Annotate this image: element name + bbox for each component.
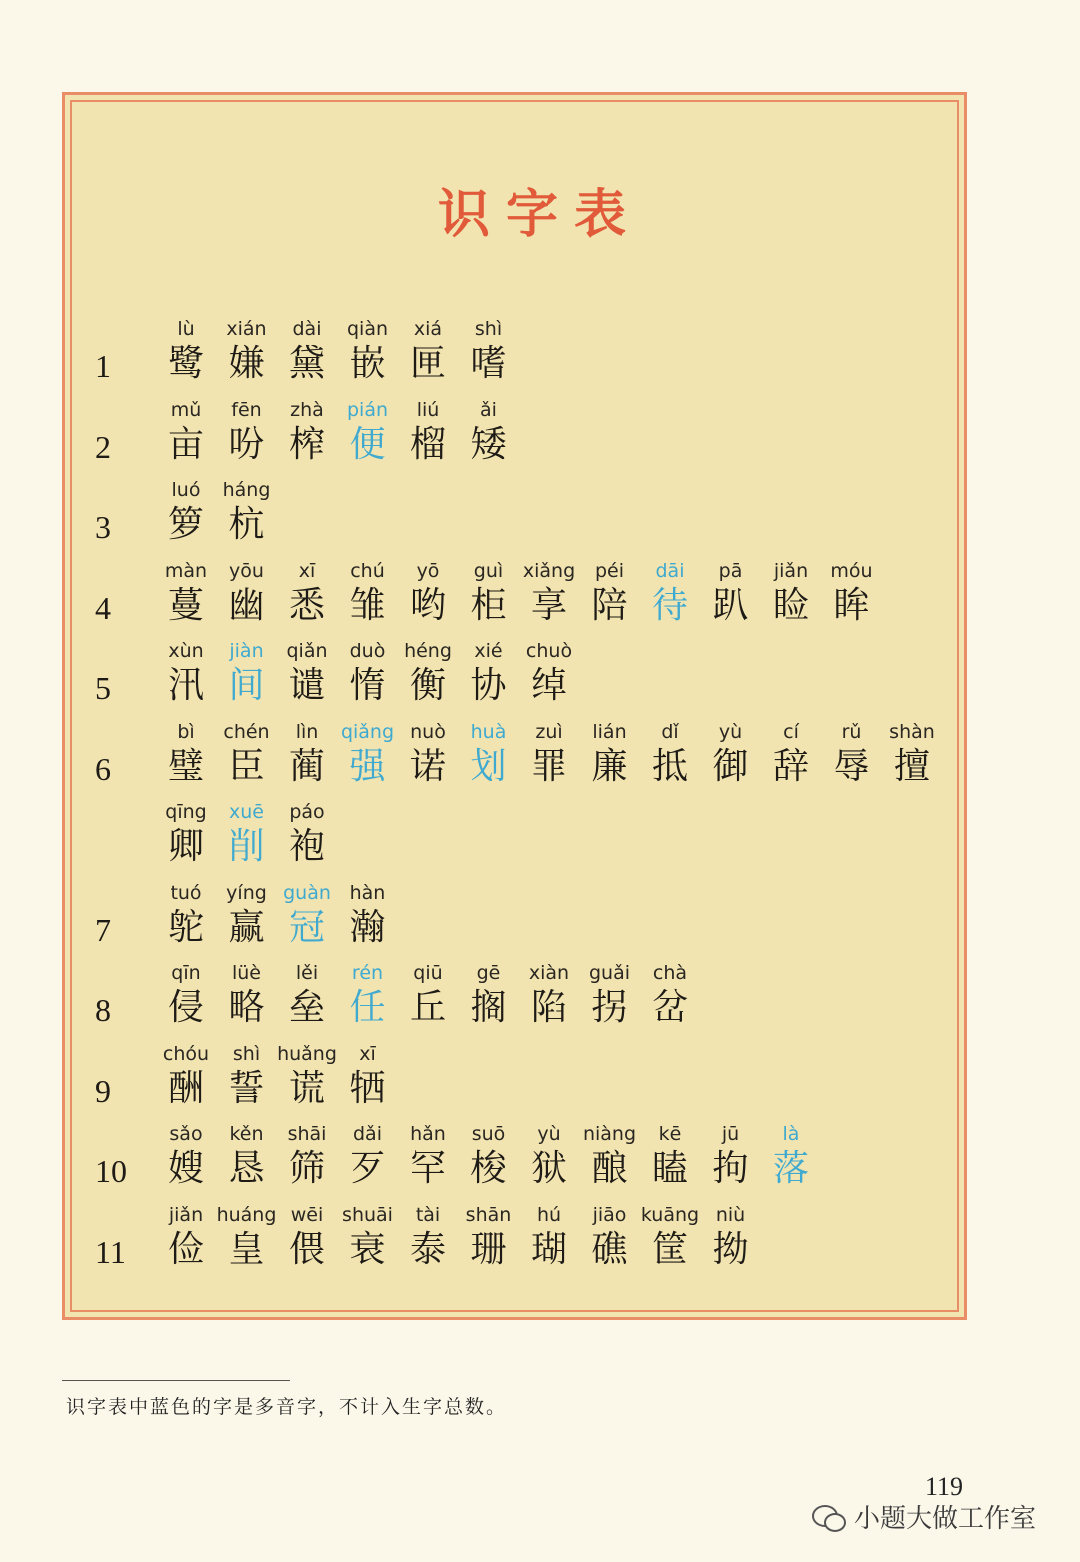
char-entry: [338, 640, 398, 708]
pinyin: hǎn: [410, 1123, 446, 1145]
footnote: 识字表中蓝色的字是多音字，不计入生字总数。: [66, 1396, 508, 1418]
pinyin: huáng: [216, 1203, 277, 1226]
hanzi: 蔺: [288, 745, 325, 787]
pinyin: niù: [715, 1203, 746, 1226]
hanzi: 睑: [772, 584, 809, 626]
hanzi: 蔓: [167, 584, 204, 626]
pinyin: tài: [415, 1203, 441, 1226]
char-entry: [640, 962, 700, 1030]
pinyin: péi: [594, 559, 625, 582]
hanzi: 侵: [167, 987, 204, 1028]
char-entry: [156, 721, 216, 789]
char-entry: [882, 721, 942, 789]
hanzi: 卿: [167, 826, 204, 867]
char-entry: [217, 560, 277, 628]
hanzi: 瀚: [349, 906, 386, 948]
char-entry: [398, 721, 458, 789]
hanzi: 偎: [288, 1228, 325, 1270]
hanzi: 袍: [288, 826, 325, 867]
pinyin: yō: [416, 559, 440, 582]
char-entry: [580, 560, 640, 628]
char-entry: [459, 399, 519, 467]
char-entry: [156, 1123, 216, 1191]
hanzi: 待: [651, 584, 688, 626]
char-entry: [640, 1204, 700, 1272]
hanzi: 梭: [470, 1148, 507, 1189]
pinyin: yù: [537, 1123, 561, 1145]
char-entry: [761, 721, 821, 789]
char-entry: [459, 560, 519, 628]
char-entry: [459, 318, 519, 386]
char-entry: [398, 1204, 458, 1272]
pinyin: là: [782, 1123, 800, 1145]
pinyin: dǐ: [661, 720, 679, 743]
hanzi: 嫌: [228, 343, 265, 384]
hanzi: 辞: [772, 745, 809, 787]
char-entry: [217, 882, 277, 950]
hanzi: 辱: [833, 745, 870, 787]
row-number: 10: [95, 1153, 127, 1189]
char-entry: [277, 1123, 337, 1191]
pinyin: shān: [465, 1203, 512, 1226]
hanzi: 哟: [409, 584, 446, 626]
char-entry: [338, 560, 398, 628]
hanzi: 筐: [651, 1228, 688, 1270]
char-entry: [338, 1123, 398, 1191]
hanzi: 矮: [470, 423, 507, 465]
row-number: 4: [95, 589, 111, 626]
pinyin: xián: [226, 318, 267, 340]
char-entry: [217, 1204, 277, 1272]
hanzi: 强: [349, 745, 386, 787]
char-entry: [156, 318, 216, 386]
hanzi: 谎: [288, 1067, 325, 1109]
char-entry: [822, 721, 882, 789]
hanzi: 柜: [470, 584, 507, 626]
pinyin: qiǎng: [340, 720, 395, 743]
pinyin: qiū: [413, 962, 443, 984]
hanzi: 擅: [893, 745, 930, 787]
polyphonic-char-entry: [338, 962, 398, 1030]
char-entry: [156, 962, 216, 1030]
char-entry: [277, 1043, 337, 1111]
hanzi: 瑚: [530, 1228, 567, 1270]
hanzi: 拗: [712, 1228, 749, 1270]
pinyin: kuāng: [640, 1203, 700, 1226]
pinyin: huà: [470, 720, 507, 743]
char-entry: [580, 1123, 640, 1191]
row-number: 8: [95, 992, 111, 1028]
row-number: 6: [95, 750, 111, 787]
hanzi: 趴: [712, 584, 749, 626]
pinyin: dài: [292, 318, 322, 340]
char-entry: [338, 882, 398, 950]
hanzi: 嫂: [167, 1148, 204, 1189]
char-entry: [156, 882, 216, 950]
hanzi: 诺: [409, 745, 446, 787]
pinyin: shuāi: [342, 1203, 393, 1226]
hanzi: 廉: [591, 745, 628, 787]
char-entry: [398, 962, 458, 1030]
page-title: 识字表: [437, 184, 642, 245]
char-entry: [277, 318, 337, 386]
pinyin: tuó: [170, 881, 202, 904]
hanzi: 泰: [409, 1228, 446, 1270]
char-entry: [519, 1204, 579, 1272]
pinyin: shì: [474, 318, 503, 340]
hanzi: 酬: [167, 1067, 204, 1109]
char-entry: [217, 1123, 277, 1191]
pinyin: duò: [349, 640, 386, 662]
hanzi: 黛: [288, 343, 325, 384]
char-entry: [398, 560, 458, 628]
pinyin: zuì: [535, 720, 563, 743]
polyphonic-char-entry: [217, 640, 277, 708]
pinyin: kē: [658, 1123, 682, 1145]
hanzi: 榨: [288, 423, 325, 465]
char-entry: [519, 721, 579, 789]
hanzi: 雏: [349, 584, 386, 626]
char-entry: [156, 801, 216, 869]
char-entry: [459, 1204, 519, 1272]
hanzi: 绰: [530, 665, 567, 706]
pinyin: fēn: [231, 398, 262, 421]
pinyin: xiǎng: [522, 559, 576, 582]
pinyin: guì: [473, 559, 504, 582]
pinyin: chà: [652, 962, 688, 984]
hanzi: 鹭: [167, 343, 204, 384]
char-entry: [338, 1043, 398, 1111]
char-entry: [217, 1043, 277, 1111]
char-entry: [459, 1123, 519, 1191]
hanzi: 拘: [712, 1148, 749, 1189]
pinyin: dāi: [655, 559, 685, 582]
hanzi: 筛: [288, 1148, 325, 1189]
hanzi: 抵: [651, 745, 688, 787]
pinyin: màn: [164, 559, 208, 582]
char-entry: [822, 560, 882, 628]
hanzi: 协: [470, 665, 507, 706]
pinyin: bì: [177, 720, 195, 743]
hanzi: 匣: [409, 343, 446, 384]
char-entry: [277, 640, 337, 708]
polyphonic-char-entry: [217, 801, 277, 869]
hanzi: 珊: [470, 1228, 507, 1270]
char-entry: [156, 1204, 216, 1272]
char-entry: [519, 640, 579, 708]
pinyin: yōu: [229, 559, 264, 582]
hanzi: 眸: [833, 584, 870, 626]
hanzi: 狱: [530, 1148, 567, 1189]
pinyin: qiǎn: [286, 640, 328, 662]
pinyin: lián: [592, 720, 627, 743]
pinyin: qīng: [165, 801, 207, 823]
pinyin: pā: [718, 559, 743, 582]
pinyin: lüè: [231, 962, 261, 984]
char-entry: [217, 479, 277, 547]
pinyin: pián: [346, 398, 389, 421]
char-entry: [277, 721, 337, 789]
pinyin: huǎng: [277, 1042, 337, 1065]
hanzi: 陷: [530, 987, 567, 1028]
hanzi: 杭: [228, 504, 265, 545]
pinyin: yù: [718, 720, 743, 743]
hanzi: 牺: [349, 1067, 386, 1109]
pinyin: yíng: [226, 881, 267, 904]
pinyin: xié: [474, 640, 503, 662]
pinyin: zhà: [290, 398, 324, 421]
pinyin: rén: [351, 962, 384, 984]
pinyin: mǔ: [170, 398, 202, 421]
hanzi: 岔: [651, 987, 688, 1028]
pinyin: hàn: [349, 881, 386, 904]
pinyin: qīn: [171, 962, 201, 984]
pinyin: xiàn: [528, 962, 570, 984]
pinyin: jiǎn: [773, 559, 809, 582]
pinyin: luó: [171, 479, 201, 501]
pinyin: chuò: [525, 640, 573, 662]
page-number: 119: [925, 1472, 964, 1501]
row-number: 11: [95, 1233, 126, 1270]
pinyin: niàng: [582, 1123, 637, 1145]
pinyin: dǎi: [353, 1123, 382, 1145]
char-entry: [701, 1204, 761, 1272]
char-entry: [338, 318, 398, 386]
char-entry: [217, 399, 277, 467]
pinyin: móu: [830, 559, 873, 582]
hanzi: 间: [228, 665, 265, 706]
hanzi: 箩: [167, 504, 204, 545]
pinyin: guàn: [283, 881, 331, 904]
wechat-icon: [812, 1503, 846, 1531]
pinyin: liú: [416, 398, 440, 421]
polyphonic-char-entry: [277, 882, 337, 950]
char-entry: [217, 962, 277, 1030]
hanzi: 略: [228, 987, 265, 1028]
hanzi: 嵌: [349, 343, 386, 384]
pinyin: kěn: [229, 1123, 264, 1145]
pinyin: rǔ: [841, 720, 862, 743]
pinyin: lěi: [295, 962, 319, 984]
row-number: 3: [95, 509, 111, 545]
hanzi: 恳: [228, 1148, 265, 1189]
row-number: 9: [95, 1072, 111, 1109]
polyphonic-char-entry: [459, 721, 519, 789]
pinyin: háng: [222, 479, 271, 501]
hanzi: 璧: [167, 745, 204, 787]
char-entry: [156, 640, 216, 708]
char-entry: [398, 318, 458, 386]
hanzi: 嗜: [470, 343, 507, 384]
pinyin: ǎi: [480, 398, 497, 421]
hanzi: 榴: [409, 423, 446, 465]
char-entry: [277, 399, 337, 467]
char-entry: [156, 479, 216, 547]
pinyin: jiǎn: [168, 1203, 204, 1226]
pinyin: xī: [298, 559, 316, 582]
hanzi: 鸵: [167, 906, 204, 948]
char-entry: [640, 721, 700, 789]
hanzi: 冠: [288, 906, 325, 948]
row-number: 2: [95, 428, 111, 465]
watermark-label: 小题大做工作室: [854, 1504, 1037, 1534]
hanzi: 垒: [288, 987, 325, 1028]
hanzi: 搁: [470, 987, 507, 1028]
hanzi: 俭: [167, 1228, 204, 1270]
pinyin: hú: [536, 1203, 562, 1226]
hanzi: 瞌: [651, 1148, 688, 1189]
hanzi: 皇: [228, 1228, 265, 1270]
pinyin: chú: [350, 559, 385, 582]
char-entry: [398, 1123, 458, 1191]
char-entry: [580, 962, 640, 1030]
char-entry: [398, 640, 458, 708]
pinyin: jū: [721, 1123, 740, 1145]
char-entry: [459, 640, 519, 708]
pinyin: páo: [289, 801, 325, 823]
hanzi: 幽: [228, 584, 265, 626]
hanzi: 酿: [591, 1148, 628, 1189]
hanzi: 削: [228, 826, 265, 867]
pinyin: xùn: [168, 640, 204, 662]
char-entry: [398, 399, 458, 467]
hanzi: 拐: [591, 987, 628, 1028]
hanzi: 衡: [409, 665, 446, 706]
pinyin: nuò: [410, 720, 446, 743]
char-entry: [338, 1204, 398, 1272]
row-number: 7: [95, 911, 111, 948]
hanzi: 御: [712, 745, 749, 787]
pinyin: xuē: [229, 801, 264, 823]
polyphonic-char-entry: [640, 560, 700, 628]
polyphonic-char-entry: [338, 721, 398, 789]
hanzi: 谴: [288, 665, 325, 706]
footnote-divider: [62, 1380, 290, 1381]
pinyin: chóu: [162, 1042, 210, 1065]
char-entry: [156, 399, 216, 467]
polyphonic-char-entry: [338, 399, 398, 467]
char-entry: [156, 1043, 216, 1111]
hanzi: 歹: [349, 1148, 386, 1189]
watermark: [812, 1498, 1036, 1535]
char-entry: [640, 1123, 700, 1191]
hanzi: 悉: [288, 584, 325, 626]
hanzi: 吩: [228, 423, 265, 465]
hanzi: 礁: [591, 1228, 628, 1270]
char-entry: [459, 962, 519, 1030]
hanzi: 丘: [409, 987, 446, 1028]
pinyin: xī: [359, 1042, 376, 1065]
char-entry: [217, 721, 277, 789]
hanzi: 誓: [228, 1067, 265, 1109]
hanzi: 陪: [591, 584, 628, 626]
pinyin: guǎi: [588, 962, 631, 984]
char-entry: [217, 318, 277, 386]
hanzi: 划: [470, 745, 507, 787]
pinyin: lìn: [295, 720, 319, 743]
pinyin: sǎo: [169, 1123, 203, 1145]
pinyin: héng: [404, 640, 452, 662]
pinyin: jiāo: [592, 1203, 627, 1226]
pinyin: wēi: [290, 1203, 324, 1226]
hanzi: 享: [530, 584, 567, 626]
hanzi: 亩: [167, 423, 204, 465]
char-entry: [277, 962, 337, 1030]
hanzi: 便: [349, 423, 386, 465]
pinyin: lù: [177, 318, 195, 340]
hanzi: 臣: [228, 745, 265, 787]
char-entry: [277, 560, 337, 628]
hanzi: 罪: [530, 745, 567, 787]
pinyin: xiá: [413, 318, 443, 340]
hanzi: 罕: [409, 1148, 446, 1189]
char-entry: [701, 560, 761, 628]
char-entry: [277, 1204, 337, 1272]
pinyin: cí: [783, 720, 799, 743]
char-entry: [580, 721, 640, 789]
hanzi: 赢: [228, 906, 265, 948]
pinyin: suō: [471, 1123, 506, 1145]
char-entry: [701, 1123, 761, 1191]
hanzi: 惰: [349, 665, 386, 706]
hanzi: 落: [772, 1148, 809, 1189]
polyphonic-char-entry: [761, 1123, 821, 1191]
pinyin: jiàn: [229, 640, 264, 662]
row-number: 1: [95, 348, 111, 384]
char-entry: [519, 962, 579, 1030]
char-entry: [701, 721, 761, 789]
hanzi: 衰: [349, 1228, 386, 1270]
char-entry: [519, 560, 579, 628]
pinyin: gē: [476, 962, 501, 984]
char-entry: [519, 1123, 579, 1191]
pinyin: shāi: [287, 1123, 327, 1145]
pinyin: shàn: [889, 720, 935, 743]
char-entry: [156, 560, 216, 628]
hanzi: 任: [349, 987, 386, 1028]
pinyin: shì: [232, 1042, 261, 1065]
char-entry: [761, 560, 821, 628]
hanzi: 汛: [167, 665, 204, 706]
pinyin: chén: [223, 720, 270, 743]
pinyin: qiàn: [346, 318, 389, 340]
row-number: 5: [95, 670, 111, 706]
char-entry: [277, 801, 337, 869]
char-entry: [580, 1204, 640, 1272]
